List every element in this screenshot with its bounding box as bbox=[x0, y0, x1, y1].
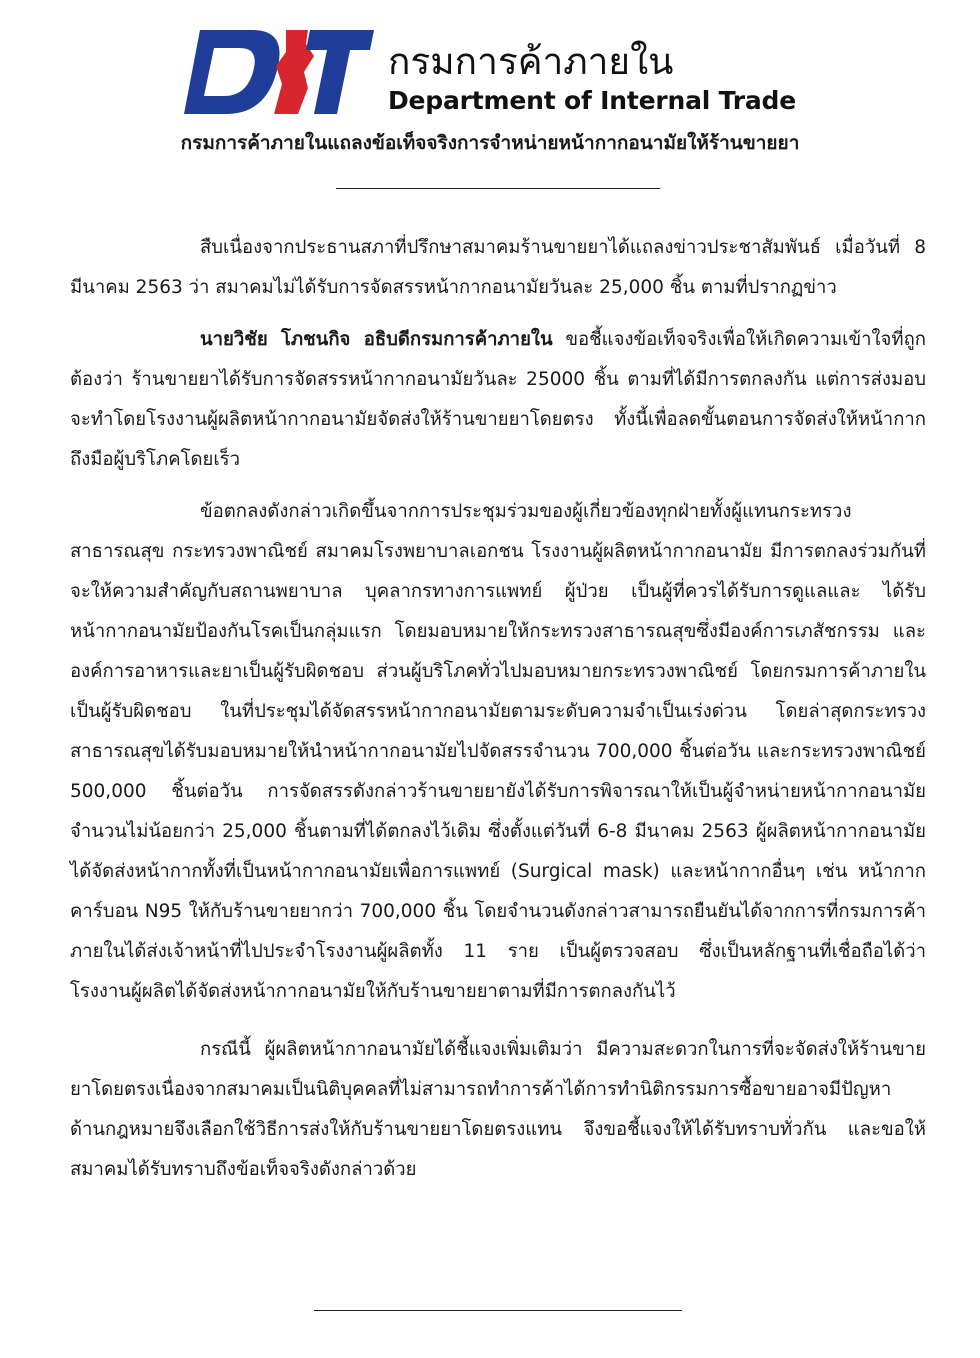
dit-logo-mark bbox=[182, 22, 374, 122]
paragraph-3-text: ข้อตกลงดังกล่าวเกิดขึ้นจากการประชุมร่วมของผู้เกี่ยวข้องทุกฝ่ายทั้งผู้แทนกระทรวงสาธารณสุข กระทรวงพาณิชย์ สมาคมโรงพยาบาลเอกชน โรงงานผู้ผลิตหน้ากากอนามัย มีการตกลงร่วมกันที่จะให้ความสำคัญกับสถานพยาบาล บุคลากรทางการแพทย์ ผู้ป่วย เป็นผู้ที่ควรได้รับการดูแลและ ได้รับหน้ากากอนามัยป้องกันโรคเป็นกลุ่มแรก โดยมอบหมายให้กระทรวงสาธารณสุขซึ่งมีองค์การเภสัชกรรม และองค์การอาหารและยาเป็นผู้รับผิดชอบ ส่วนผู้บริโภคทั่วไปมอบหมายกระทรวงพาณิชย์ โดยกรมการค้าภายในเป็นผู้รับผิดชอบ ในที่ประชุมได้จัดสรรหน้ากากอนามัยตามระดับความจำเป็นเร่งด่วน โดยล่าสุดกระทรวงสาธารณสุขได้รับมอบหมายให้นำหน้ากากอนามัยไปจัดสรรจำนวน 700,000 ชิ้นต่อวัน และกระทรวงพาณิชย์ 500,000 ชิ้นต่อวัน การจัดสรรดังกล่าวร้านขายยายังได้รับการพิจารณาให้เป็นผู้จำหน่ายหน้ากากอนามัยจำนวนไม่น้อยกว่า 25,000 ชิ้นตามที่ได้ตกลงไว้เดิม ซึ่งตั้งแต่วันที่ 6-8 มีนาคม 2563 ผู้ผลิตหน้ากากอนามัยได้จัดส่งหน้ากากทั้งที่เป็นหน้ากากอนามัยเพื่อการแพทย์ (Surgical mask) และหน้ากากอื่นๆ เช่น หน้ากากคาร์บอน N95 ให้กับร้านขายยากว่า 700,000 ชิ้น โดยจำนวนดังกล่าวสามารถยืนยันได้จากการที่กรมการค้าภายในได้ส่งเจ้าหน้าที่ไปประจำโรงงานผู้ผลิตทั้ง 11 ราย เป็นผู้ตรวจสอบ ซึ่งเป็นหลักฐานที่เชื่อถือได้ว่าโรงงานผู้ผลิตได้จัดส่งหน้ากากอนามัยให้กับร้านขายยาตามที่มีการตกลงกันไว้ bbox=[70, 501, 926, 1002]
paragraph-2-text: ขอชี้แจงข้อเท็จจริงเพื่อให้เกิดความเข้าใจที่ถูกต้องว่า ร้านขายยาได้รับการจัดสรรหน้ากากอนามัยวันละ 25000 ชิ้น ตามที่ได้มีการตกลงกัน แต่การส่งมอบจะทำโดยโรงงานผู้ผลิตหน้ากากอนามัยจัดส่งให้ร้านขายยาโดยตรง ทั้งนี้เพื่อลดขั้นตอนการจัดส่งให้หน้ากากถึงมือผู้บริโภคโดยเร็ว bbox=[70, 329, 926, 470]
paragraph-4-text: กรณีนี้ ผู้ผลิตหน้ากากอนามัยได้ชี้แจงเพิ่มเติมว่า มีความสะดวกในการที่จะจัดส่งให้ร้านขายยาโดยตรงเนื่องจากสมาคมเป็นนิติบุคคลที่ไม่สามารถทำการค้าได้การทำนิติกรรมการซื้อขายอาจมีปัญหาด้านกฎหมายจึงเลือกใช้วิธีการส่งให้กับร้านขายยาโดยตรงแทน จึงขอชี้แจงให้ได้รับทราบทั่วกัน และขอให้สมาคมได้รับทราบถึงข้อเท็จจริงดังกล่าวด้วย bbox=[70, 1039, 926, 1180]
logo-name-thai: กรมการค้าภายใน bbox=[388, 40, 674, 83]
logo-name-english: Department of Internal Trade bbox=[388, 86, 796, 115]
paragraph-3 bbox=[70, 492, 926, 1012]
paragraph-2 bbox=[70, 320, 926, 480]
paragraph-1-text: สืบเนื่องจากประธานสภาที่ปรึกษาสมาคมร้านขายยาได้แถลงข่าวประชาสัมพันธ์ เมื่อวันที่ 8 มีนาคม 2563 ว่า สมาคมไม่ได้รับการจัดสรรหน้ากากอนามัยวันละ 25,000 ชิ้น ตามที่ปรากฏข่าว bbox=[70, 237, 926, 298]
footer-divider bbox=[314, 1310, 682, 1311]
paragraph-4 bbox=[70, 1030, 926, 1190]
paragraph-1 bbox=[70, 228, 926, 308]
title-divider bbox=[336, 188, 660, 189]
document-title: กรมการค้าภายในแถลงข้อเท็จจริงการจำหน่ายหน้ากากอนามัยให้ร้านขายยา bbox=[180, 132, 800, 154]
dit-logo bbox=[182, 22, 796, 122]
director-name: นายวิชัย โภชนกิจ อธิบดีกรมการค้าภายใน bbox=[200, 329, 553, 350]
